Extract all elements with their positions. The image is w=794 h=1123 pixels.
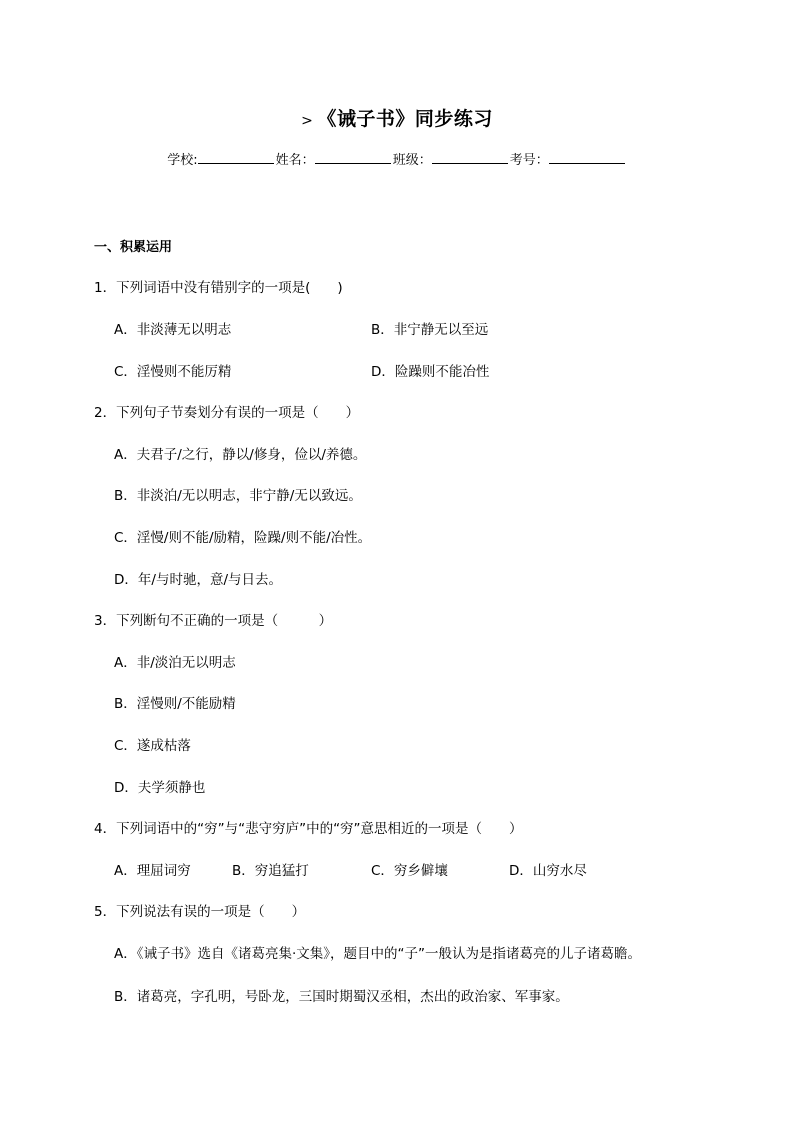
class-label: 班级：: [392, 153, 432, 168]
question-2-option-d: D．年/与时驰，意/与日去。: [114, 572, 282, 588]
question-3-stem: 3．下列断句不正确的一项是（ ）: [94, 613, 333, 629]
question-4-option-b: B．穷追猛打: [232, 863, 309, 879]
question-4-option-d: D．山穷水尽: [509, 863, 587, 879]
name-blank[interactable]: [315, 151, 391, 164]
question-2-option-a: A．夫君子/之行，静以/修身，俭以/养德。: [114, 447, 367, 463]
title-text: 《诫子书》同步练习: [317, 108, 493, 130]
question-3-option-d: D．夫学须静也: [114, 780, 206, 796]
section-heading: 一、积累运用: [94, 240, 173, 255]
document-title: [0, 104, 794, 131]
question-3-option-a: A．非/淡泊无以明志: [114, 655, 236, 671]
question-2-stem: 2．下列句子节奏划分有误的一项是（ ）: [94, 405, 360, 421]
question-4-stem: 4．下列词语中的“穷”与“悲守穷庐”中的“穷”意思相近的一项是（ ）: [94, 821, 523, 837]
name-label: 姓名：: [275, 153, 315, 168]
question-2-option-b: B．非淡泊/无以明志，非宁静/无以致远。: [114, 488, 362, 504]
question-4-option-a: A．理屈词穷: [114, 863, 191, 879]
question-3-option-b: B．淫慢则/不能励精: [114, 696, 236, 712]
exam-number-blank[interactable]: [549, 151, 625, 164]
question-1-option-b: B．非宁静无以至远: [371, 322, 489, 338]
question-1-stem: 1．下列词语中没有错别字的一项是( ): [94, 280, 343, 296]
question-5-option-b: B．诸葛亮，字孔明，号卧龙，三国时期蜀汉丞相，杰出的政治家、军事家。: [114, 989, 569, 1005]
exam-number-label: 考号：: [509, 153, 549, 168]
question-5-option-a: A．《诫子书》选自《诸葛亮集·文集》，题目中的“子”一般认为是指诸葛亮的儿子诸葛瞻。: [114, 946, 642, 962]
school-label: 学校:: [167, 153, 198, 168]
title-marker: >: [301, 113, 314, 129]
question-1-option-d: D．险躁则不能冶性: [371, 364, 490, 380]
question-3-option-c: C．遂成枯落: [114, 738, 191, 754]
question-1-option-c: C．淫慢则不能厉精: [114, 364, 232, 380]
question-4-option-c: C．穷乡僻壤: [371, 863, 448, 879]
question-2-option-c: C．淫慢/则不能/励精，险躁/则不能/冶性。: [114, 530, 372, 546]
class-blank[interactable]: [432, 151, 508, 164]
question-1-option-a: A．非淡薄无以明志: [114, 322, 232, 338]
question-5-stem: 5．下列说法有误的一项是（ ）: [94, 904, 306, 920]
student-info-line: [0, 149, 794, 168]
school-blank[interactable]: [198, 151, 274, 164]
